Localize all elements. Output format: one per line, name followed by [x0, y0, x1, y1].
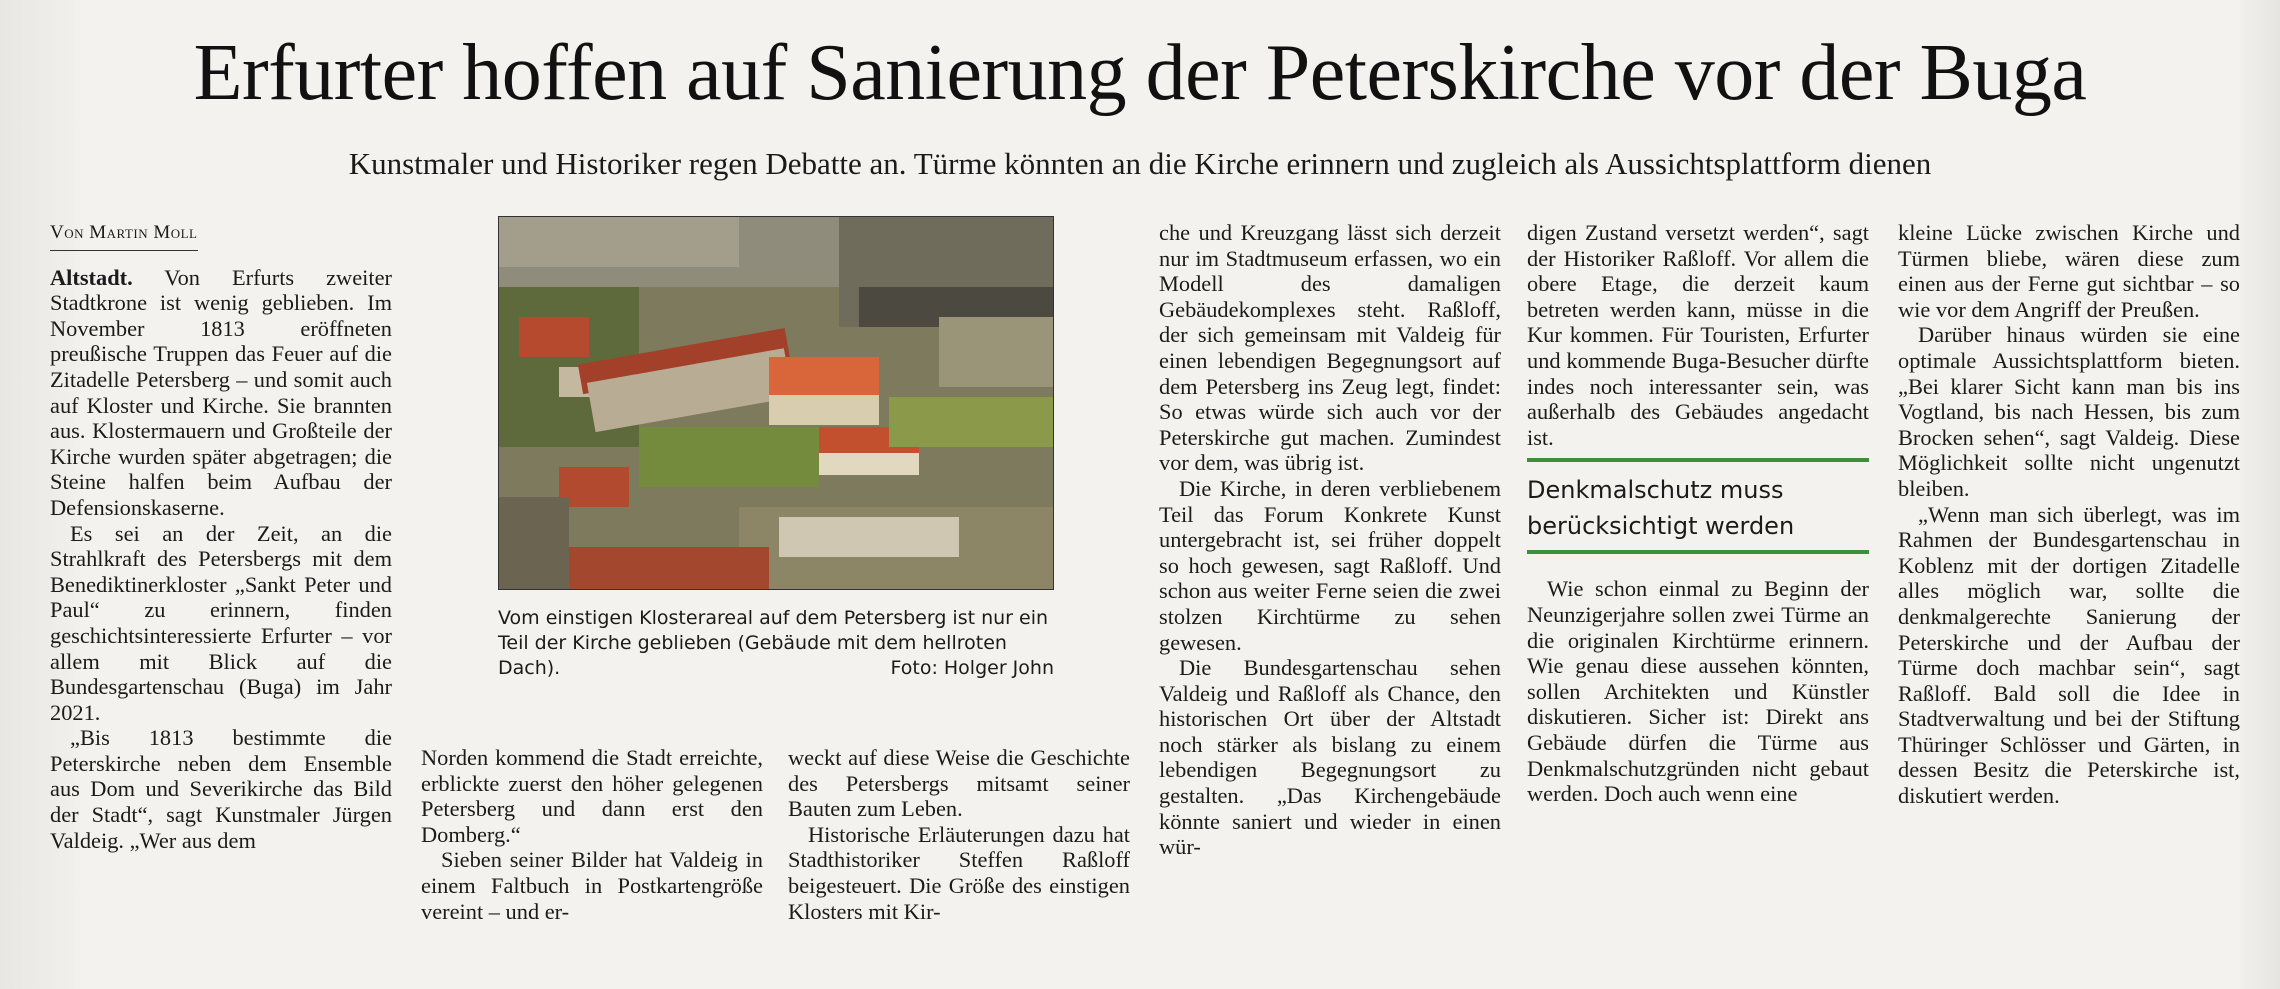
green-rule-bottom — [1527, 550, 1869, 554]
column-2 — [421, 745, 763, 924]
paragraph: Es sei an der Zeit, an die Strahlkraft des Petersbergs mit dem Benediktinerkloster „Sankt Peter und Paul“ zu erinnern, finden geschichtsinteressierte Erfurter – vor allem mit Blick auf die Bundesgartenschau (Buga) im Jahr 2021. — [50, 520, 392, 725]
photo-credit: Foto: Holger John — [890, 657, 1054, 679]
dateline: Altstadt. — [50, 264, 133, 290]
subhead-block — [1527, 458, 1869, 554]
paragraph: weckt auf diese Weise die Geschichte des Petersbergs mitsamt seiner Bauten zum Leben. — [788, 745, 1130, 822]
paragraph: digen Zustand versetzt werden“, sagt der Historiker Raßloff. Vor allem die obere Etage, die derzeit kaum betreten werden kann, müsse in die Kur kommen. Für Touristen, Erfurter und kommende Buga-Besucher dürfte indes noch interessanter sein, was außerhalb des Gebäudes angedacht ist. — [1527, 220, 1869, 450]
column-5 — [1527, 220, 1869, 807]
column-4 — [1159, 220, 1501, 860]
paragraph: Historische Erläuterungen dazu hat Stadthistoriker Steffen Raßloff beigesteuert. Die Größe des einstigen Klosters mit Kir- — [788, 821, 1130, 924]
paragraph: Norden kommend die Stadt erreichte, erblickte zuerst den höher gelegenen Petersberg und dann erst den Domberg.“ — [421, 745, 763, 847]
paragraph — [50, 265, 392, 521]
paragraph: che und Kreuzgang lässt sich derzeit nur im Stadtmuseum erfassen, wo ein Modell des damaligen Gebäudekomplexes steht. Raßloff, der sich gemeinsam mit Valdeig für einen lebendigen Begegnungsort auf dem Petersberg ins Zeug legt, findet: So etwas würde sich auch vor der Peterskirche gut machen. Zumindest vor dem, was übrig ist. — [1159, 220, 1501, 476]
photo-caption — [498, 606, 1054, 681]
paragraph: Sieben seiner Bilder hat Valdeig in einem Faltbuch in Postkartengröße vereint – und er- — [421, 847, 763, 924]
section-subhead: Denkmalschutz muss berücksichtigt werden — [1527, 476, 1795, 541]
paragraph: Wie schon einmal zu Beginn der Neunzigerjahre sollen zwei Türme an die originalen Kirchtürme erinnern. Wie genau diese aussehen könnten, sollen Architekten und Künstler diskutieren. Sicher ist: Direkt ans Gebäude dürfen die Türme aus Denkmalschutzgründen nicht gebaut werden. Doch auch wenn eine — [1527, 576, 1869, 807]
column-6 — [1898, 220, 2240, 809]
paragraph: Darüber hinaus würden sie eine optimale Aussichtsplattform bieten. „Bei klarer Sicht kann man bis ins Vogtland, bis nach Hessen, bis zum Brocken sehen“, sagt Valdeig. Diese Möglichkeit sollte nicht ungenutzt bleiben. — [1898, 322, 2240, 501]
column-1 — [50, 218, 392, 853]
byline: Von Martin Moll — [50, 220, 198, 251]
caption-text: Vom einstigen Klosterareal auf dem Petersberg ist nur ein Teil der Kirche geblieben (Gebäude mit dem hellroten Dach). — [498, 607, 1049, 679]
paragraph: Die Bundesgartenschau sehen Valdeig und Raßloff als Chance, den historischen Ort über der Altstadt noch stärker als bislang zu einem lebendigen Begegnungsort zu gestalten. „Das Kirchengebäude könnte saniert und wieder in einen wür- — [1159, 655, 1501, 860]
paragraph: „Bis 1813 bestimmte die Peterskirche neben dem Ensemble aus Dom und Severikirche das Bild der Stadt“, sagt Kunstmaler Jürgen Valdeig. „Wer aus dem — [50, 725, 392, 853]
paragraph-text: Von Erfurts zweiter Stadtkrone ist wenig geblieben. Im November 1813 eröffneten preußische Truppen das Feuer auf die Zitadelle Petersberg – und somit auch auf Kloster und Kirche. Sie brannten aus. Klostermauern und Großteile der Kirche wurden später abgetragen; die Steine halfen beim Aufbau der Defensionskaserne. — [50, 264, 392, 520]
column-3 — [788, 745, 1130, 924]
aerial-photo-image — [499, 217, 1053, 589]
headline: Erfurter hoffen auf Sanierung der Peterskirche vor der Buga — [193, 29, 2087, 117]
subheadline: Kunstmaler und Historiker regen Debatte an. Türme könnten an die Kirche erinnern und zugleich als Aussichtsplattform dienen — [348, 146, 1932, 181]
paragraph: „Wenn man sich überlegt, was im Rahmen der Bundesgartenschau in Koblenz mit der dortigen Zitadelle alles möglich war, sollte die denkmalgerechte Sanierung der Peterskirche und der Aufbau der Türme doch machbar sein“, sagt Raßloff. Bald soll die Idee in Stadtverwaltung und bei der Stiftung Thüringer Schlösser und Gärten, in dessen Besitz die Peterskirche ist, diskutiert werden. — [1898, 501, 2240, 809]
paragraph: Die Kirche, in deren verbliebenem Teil das Forum Konkrete Kunst untergebracht ist, sei früher doppelt so hoch gewesen, sagt Raßloff. Und schon aus weiter Ferne seien die zwei stolzen Kirchtürme zu sehen gewesen. — [1159, 475, 1501, 655]
aerial-photo — [498, 216, 1054, 590]
paragraph: kleine Lücke zwischen Kirche und Türmen bliebe, wären diese zum einen aus der Ferne gut sichtbar – so wie vor dem Angriff der Preußen. — [1898, 220, 2240, 322]
